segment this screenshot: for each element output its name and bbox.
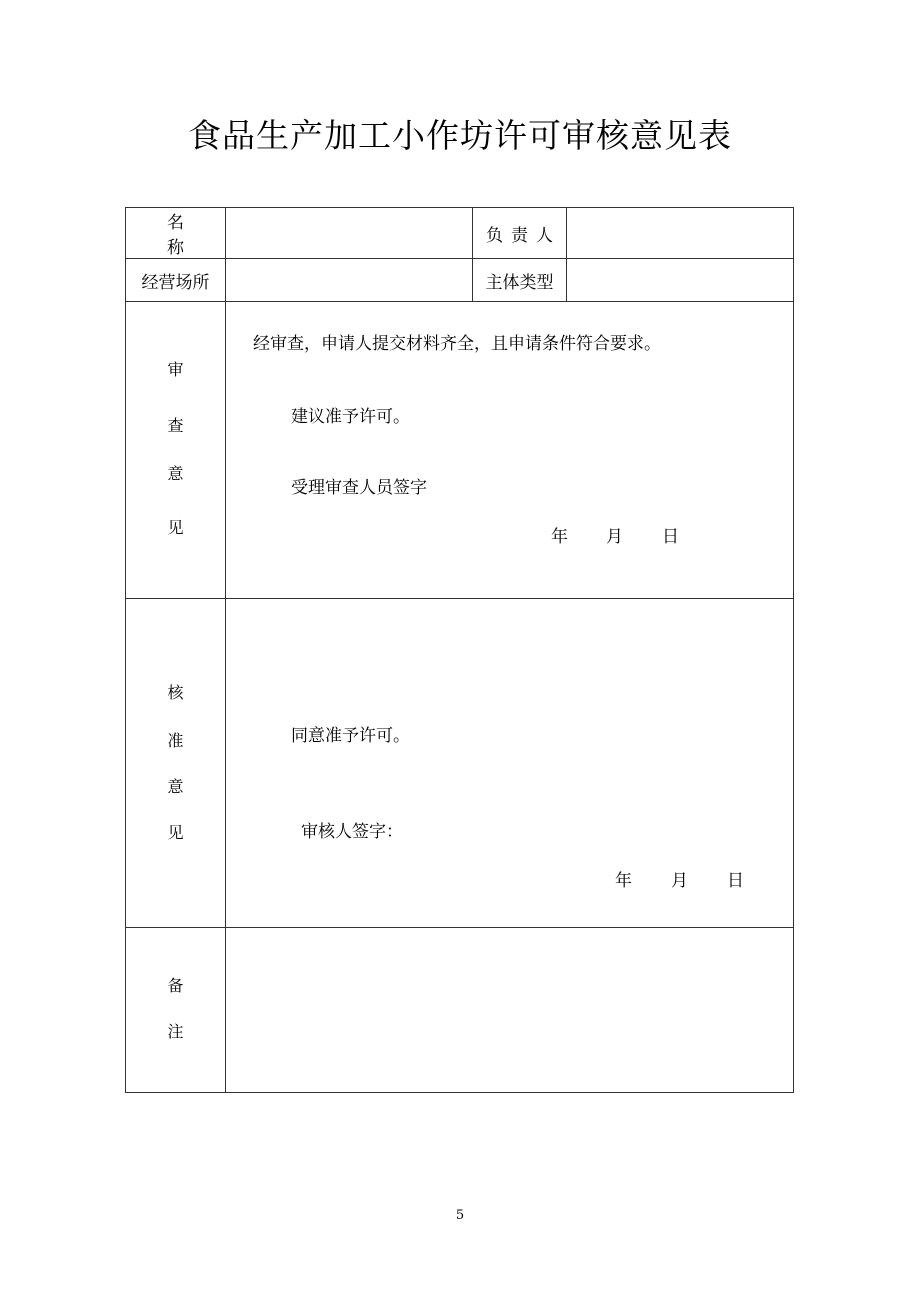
- review-label-char: 意: [167, 464, 184, 483]
- approval-label-char: 核: [167, 683, 184, 702]
- approval-label-char: 准: [167, 731, 184, 750]
- review-date-day: 日: [662, 527, 679, 547]
- person-in-charge-field[interactable]: [567, 208, 794, 259]
- row-place: [126, 259, 794, 302]
- row-review: [126, 302, 794, 599]
- review-date-month: 月: [606, 527, 623, 547]
- row-approval: [126, 599, 794, 928]
- approval-date-year: 年: [615, 871, 632, 891]
- business-place-field[interactable]: [226, 259, 473, 302]
- remarks-label: [126, 928, 226, 1093]
- review-statement: 经审查，申请人提交材料齐全，且申请条件符合要求。: [253, 334, 661, 354]
- person-in-charge-label: 负责人: [473, 208, 567, 259]
- review-opinion-label: [126, 302, 226, 599]
- approval-date-day: 日: [727, 871, 744, 891]
- review-label-char: 见: [167, 518, 184, 537]
- review-form-table: [125, 207, 794, 1093]
- approval-label-char: 意: [167, 777, 184, 796]
- review-opinion-content: [226, 302, 794, 599]
- remarks-label-char: 注: [167, 1022, 184, 1041]
- approval-opinion-content: [226, 599, 794, 928]
- approval-date-month: 月: [671, 871, 688, 891]
- remarks-label-char: 备: [167, 976, 184, 995]
- document-title: 食品生产加工小作坊许可审核意见表: [188, 116, 732, 155]
- business-place-label: 经营场所: [126, 259, 226, 302]
- row-remarks: [126, 928, 794, 1093]
- name-field[interactable]: [226, 208, 473, 259]
- name-label: 名称: [126, 208, 226, 259]
- approval-opinion-label: [126, 599, 226, 928]
- entity-type-field[interactable]: [567, 259, 794, 302]
- page-number: 5: [455, 1208, 465, 1223]
- approval-label-char: 见: [167, 823, 184, 842]
- review-signature-label[interactable]: 受理审查人员签字: [291, 478, 427, 498]
- review-date-year: 年: [551, 527, 568, 547]
- review-recommendation: 建议准予许可。: [291, 407, 410, 427]
- entity-type-label: 主体类型: [473, 259, 567, 302]
- approval-signature-label[interactable]: 审核人签字：: [301, 822, 403, 842]
- row-name: [126, 208, 794, 259]
- approval-statement: 同意准予许可。: [291, 726, 410, 746]
- review-label-char: 查: [167, 416, 184, 435]
- remarks-field[interactable]: [226, 928, 794, 1093]
- review-label-char: 审: [167, 360, 184, 379]
